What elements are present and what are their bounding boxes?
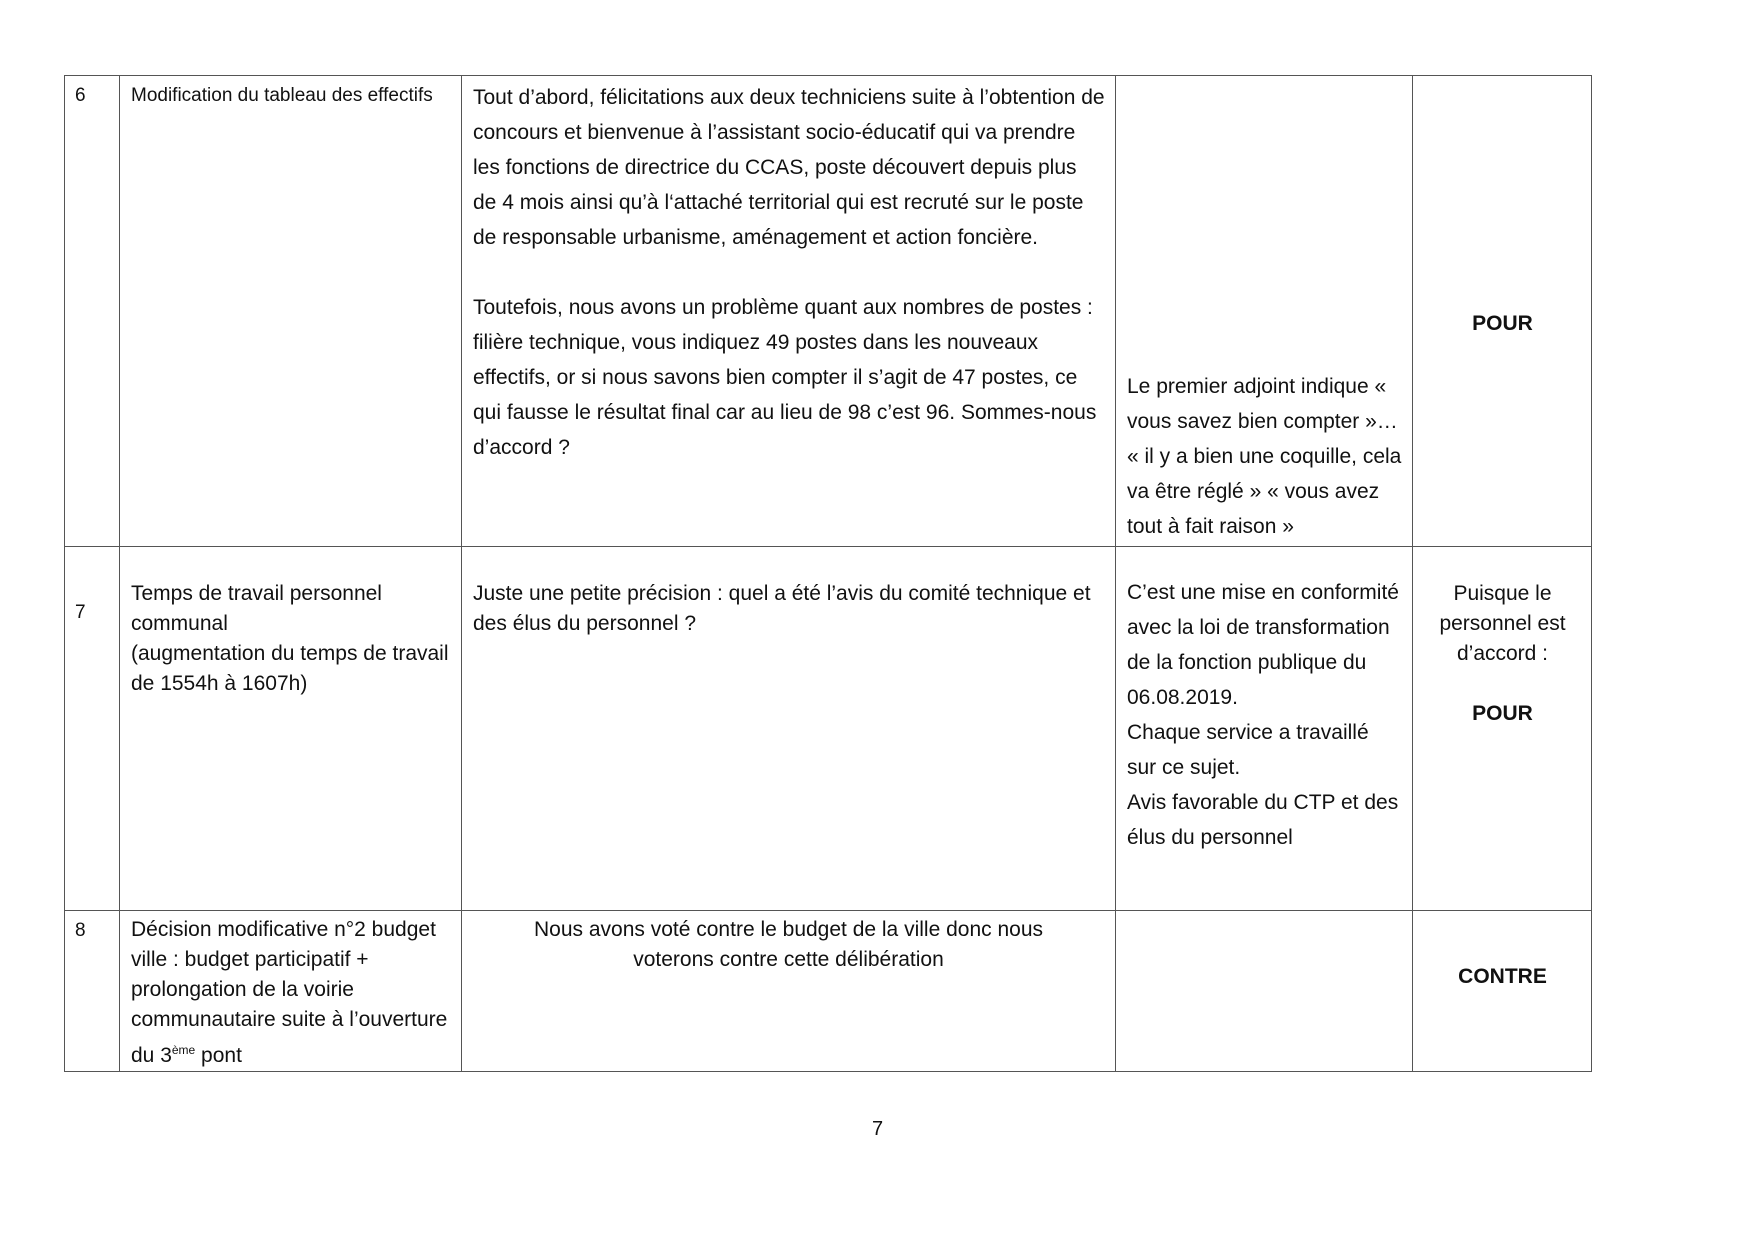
deliberations-table: [64, 75, 1592, 1072]
intervention-paragraph: Toutefois, nous avons un problème quant aux nombres de postes : filière technique, vous indiquez 49 postes dans les nouveaux effectifs, or si nous savons bien compter il s’agit de 47 postes, ce qui fausse le résultat final car au lieu de 98 c’est 96. Sommes-nous d’accord ?: [473, 296, 1097, 459]
row-vote: [1413, 547, 1592, 911]
subject-line: (augmentation du temps de travail de 1554h à 1607h): [131, 642, 449, 695]
row-intervention: Nous avons voté contre le budget de la ville donc nous voterons contre cette délibération: [462, 911, 1116, 1072]
row-number: 8: [65, 911, 120, 1072]
row-number: 6: [65, 76, 120, 547]
row-vote: CONTRE: [1413, 911, 1592, 1072]
row-subject: Modification du tableau des effectifs: [120, 76, 462, 547]
response-line: Chaque service a travaillé sur ce sujet.: [1127, 721, 1369, 779]
row-subject: [120, 911, 462, 1072]
row-response: [1116, 911, 1413, 1072]
intervention-paragraph: Tout d’abord, félicitations aux deux techniciens suite à l’obtention de concours et bienvenue à l’assistant socio-éducatif qui va prendre les fonctions de directrice du CCAS, poste découvert depuis plus de 4 mois ainsi qu’à l‘attaché territorial qui est recruté sur le poste de responsable urbanisme, aménagement et action foncière.: [473, 86, 1105, 249]
row-intervention: Juste une petite précision : quel a été l’avis du comité technique et des élus du personnel ?: [462, 547, 1116, 911]
table-row: [65, 76, 1592, 547]
table-row: [65, 911, 1592, 1072]
response-line: Avis favorable du CTP et des élus du personnel: [1127, 791, 1399, 849]
row-intervention: [462, 76, 1116, 547]
response-line: C’est une mise en conformité avec la loi de transformation de la fonction publique du 06.08.2019.: [1127, 581, 1399, 709]
table-row: [65, 547, 1592, 911]
row-response: Le premier adjoint indique « vous savez bien compter »… « il y a bien une coquille, cela va être réglé » « vous avez tout à fait raison »: [1116, 76, 1413, 547]
subject-end: pont: [195, 1044, 242, 1067]
vote-value: POUR: [1472, 702, 1533, 725]
page-number: 7: [871, 1118, 884, 1140]
row-subject: [120, 547, 462, 911]
subject-line: Temps de travail personnel communal: [131, 582, 382, 635]
row-response: [1116, 547, 1413, 911]
subject-text: Décision modificative n°2 budget ville : budget participatif + prolongation de la voirie communautaire suite à l’ouverture du 3: [131, 918, 448, 1067]
subject-superscript: ème: [171, 1043, 196, 1057]
vote-note: Puisque le personnel est d’accord :: [1439, 582, 1566, 665]
row-vote: POUR: [1413, 76, 1592, 547]
row-number: 7: [65, 547, 120, 911]
